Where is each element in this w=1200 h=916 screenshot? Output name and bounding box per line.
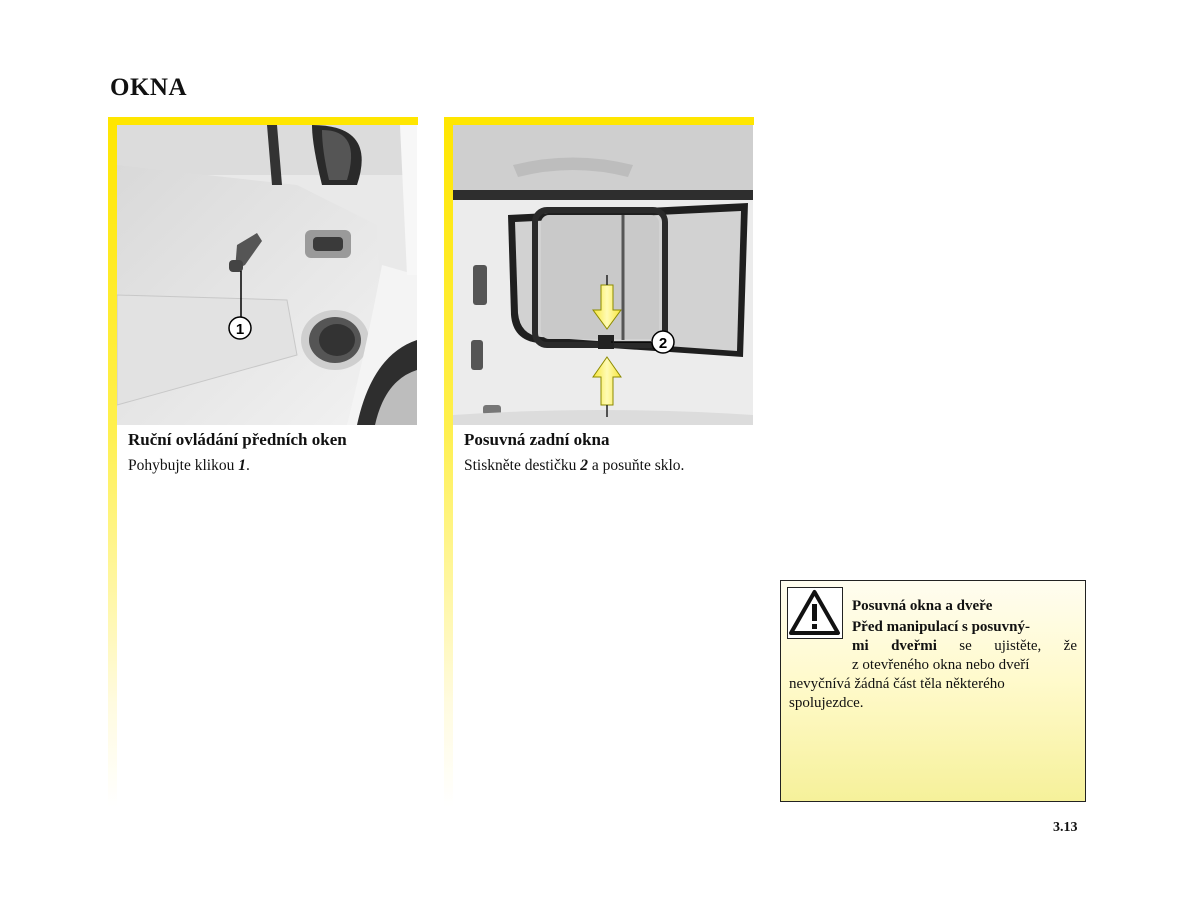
reference-2: 2 [580,457,588,474]
warning-box [780,580,1086,802]
front-window-section [108,117,418,807]
page-title: OKNA [110,74,187,101]
front-window-heading: Ruční ovládání předních oken [128,430,347,449]
warning-text [789,597,1077,713]
warning-line-1: Před manipulací s posuvný- [852,619,1030,635]
callout-2-label: 2 [658,335,668,352]
warning-line-3: z otevřeného okna nebo dveří [852,657,1030,673]
front-door-window-crank-photo [117,125,417,425]
rear-window-instruction: Stiskněte destičku 2 a posuňte sklo. [464,457,685,474]
yellow-top-bar [444,117,754,125]
warning-line-2: mi dveřmi se ujistěte, že [852,638,1077,654]
yellow-side-bar [108,117,117,807]
rear-window-heading: Posuvná zadní okna [464,430,610,449]
warning-title: Posuvná okna a dveře [852,598,993,614]
front-window-instruction: Pohybujte klikou 1. [128,457,250,474]
callout-1-label: 1 [235,321,245,338]
yellow-side-bar [444,117,453,807]
rear-window-section [444,117,754,807]
reference-1: 1 [238,457,246,474]
warning-line-4: nevyčnívá žádná část těla některého [789,676,1005,692]
yellow-top-bar [108,117,418,125]
sliding-rear-window-photo [453,125,753,425]
page-number: 3.13 [1053,820,1078,835]
warning-line-5: spolujezdce. [789,695,864,711]
